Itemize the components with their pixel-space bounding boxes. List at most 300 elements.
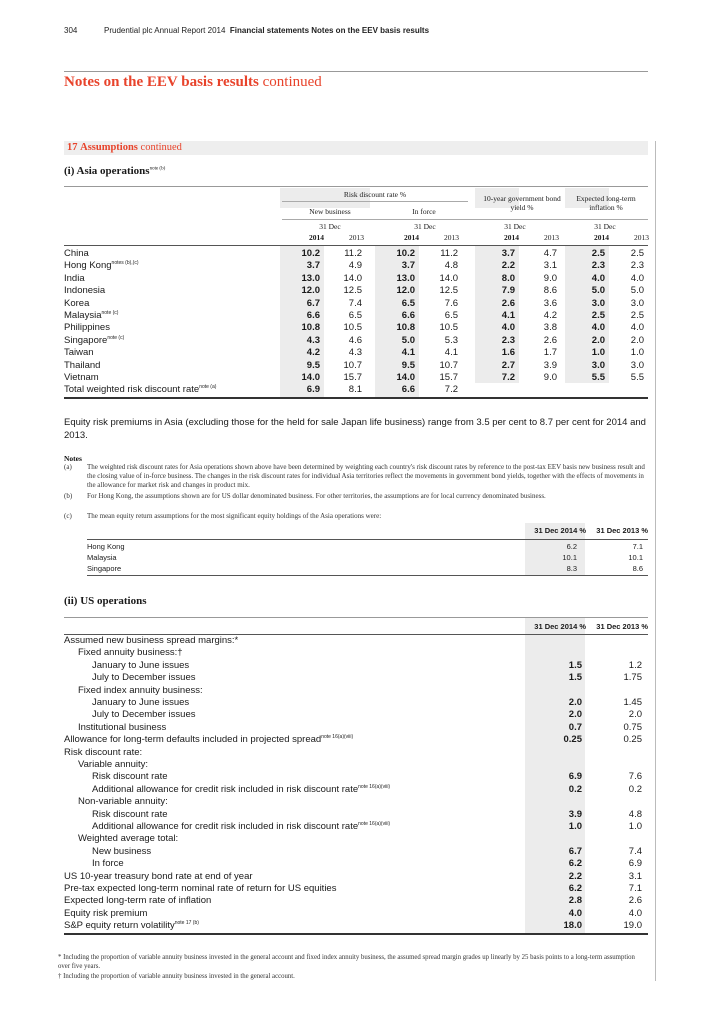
asia-row-label bbox=[64, 322, 110, 334]
equity-2014-value: 8.3 bbox=[566, 564, 577, 573]
year-col-header: 2014 bbox=[404, 233, 419, 242]
asia-cell-value: 2.7 bbox=[501, 359, 515, 371]
asia-cell-value: 4.9 bbox=[348, 260, 362, 272]
side-rule bbox=[655, 141, 656, 981]
asia-table-row bbox=[64, 260, 648, 272]
asia-country-name: Malaysia bbox=[64, 310, 102, 321]
eq-table-head-2014: 31 Dec 2014 % bbox=[534, 526, 586, 535]
us-row-label bbox=[92, 809, 168, 821]
us-table-row bbox=[64, 685, 648, 697]
us-heading: (ii) US operations bbox=[64, 595, 147, 607]
year-col-header: 2013 bbox=[634, 233, 649, 242]
us-table-row bbox=[64, 784, 648, 796]
asia-cell-value: 2.5 bbox=[591, 248, 605, 259]
us-2014-value: 2.0 bbox=[568, 709, 582, 721]
equity-premium-paragraph: Equity risk premiums in Asia (excluding those for the held for sale Japan life business) range from 3.5 per cent to 8.7 per cent for 2014 and 2013. bbox=[64, 417, 646, 441]
asia-cell-value: 3.7 bbox=[401, 260, 415, 272]
asia-cell-value: 6.7 bbox=[306, 297, 320, 309]
asia-row-label bbox=[64, 298, 89, 310]
asia-cell-value: 7.9 bbox=[501, 285, 515, 297]
us-2013-value: 7.6 bbox=[628, 771, 642, 783]
asia-cell-value: 4.1 bbox=[501, 310, 515, 321]
asia-country-name: Singapore bbox=[64, 334, 108, 346]
us-2014-value: 2.8 bbox=[568, 895, 582, 907]
asia-cell-value: 5.5 bbox=[591, 372, 605, 383]
asia-cell-value: 6.5 bbox=[401, 297, 415, 309]
us-table-row bbox=[64, 722, 648, 734]
section-suffix: continued bbox=[137, 142, 182, 153]
us-row-label bbox=[78, 759, 148, 771]
us-2014-value: 6.2 bbox=[568, 883, 582, 894]
asia-table-row bbox=[64, 248, 648, 260]
equity-return-row bbox=[87, 563, 648, 574]
dec-label-4: 31 Dec bbox=[594, 222, 616, 231]
us-2013-value: 7.1 bbox=[628, 883, 642, 894]
equity-2014-value: 6.2 bbox=[566, 542, 577, 551]
us-row-label-text: Fixed index annuity business: bbox=[78, 684, 203, 696]
us-row-label bbox=[92, 660, 189, 672]
asia-cell-value: 4.2 bbox=[543, 310, 557, 321]
asia-cell-value: 12.0 bbox=[301, 285, 320, 297]
asia-cell-value: 10.2 bbox=[396, 248, 415, 259]
section-number: 17 bbox=[67, 142, 78, 153]
us-2014-value: 6.7 bbox=[568, 845, 582, 857]
asia-cell-value: 14.0 bbox=[301, 372, 320, 383]
us-table-row bbox=[64, 908, 648, 920]
us-row-label-text: January to June issues bbox=[92, 697, 190, 708]
asia-cell-value: 14.0 bbox=[439, 272, 458, 284]
asia-header-bottom-rule bbox=[64, 245, 648, 246]
us-row-label-text: Institutional business bbox=[78, 721, 167, 733]
asia-cell-value: 2.3 bbox=[501, 334, 515, 346]
us-row-label-text: Risk discount rate bbox=[92, 808, 168, 820]
asia-row-label bbox=[64, 310, 118, 322]
eq-table-head-rule bbox=[87, 539, 648, 540]
running-header bbox=[64, 26, 429, 35]
header-section: Financial statements Notes on the EEV basis results bbox=[229, 26, 430, 35]
eq-table-bottom-rule bbox=[87, 575, 648, 576]
us-row-label bbox=[64, 883, 336, 895]
us-table-row bbox=[64, 821, 648, 833]
asia-row-label bbox=[64, 372, 99, 384]
us-row-label-text: Risk discount rate: bbox=[64, 746, 143, 758]
us-row-label-text: Additional allowance for credit risk included in risk discount rate bbox=[92, 783, 359, 795]
asia-row-note: note (c) bbox=[101, 309, 119, 316]
us-2013-value: 7.4 bbox=[628, 845, 642, 857]
asia-cell-value: 4.0 bbox=[630, 272, 644, 284]
us-row-label bbox=[64, 895, 211, 907]
us-2014-value: 3.9 bbox=[568, 808, 582, 820]
asia-cell-value: 4.1 bbox=[401, 347, 415, 359]
asia-cell-value: 9.0 bbox=[543, 372, 557, 383]
us-row-label-text: Variable annuity: bbox=[78, 759, 149, 770]
asia-table-top-rule bbox=[64, 186, 648, 187]
us-table-row bbox=[64, 647, 648, 659]
asia-cell-value: 3.7 bbox=[306, 260, 320, 272]
asia-cell-value: 6.6 bbox=[401, 310, 415, 321]
us-row-label bbox=[64, 635, 238, 647]
us-table-row bbox=[64, 635, 648, 647]
asia-cell-value: 2.2 bbox=[501, 260, 515, 272]
equity-market-label: Singapore bbox=[87, 564, 122, 573]
asia-cell-value: 4.1 bbox=[444, 347, 458, 359]
asia-row-note: note (c) bbox=[107, 334, 125, 341]
us-row-label bbox=[78, 722, 166, 734]
year-col-header: 2014 bbox=[309, 233, 324, 242]
us-2014-value: 0.25 bbox=[563, 734, 582, 746]
asia-cell-value: 11.2 bbox=[440, 248, 458, 259]
asia-cell-value: 4.3 bbox=[306, 334, 320, 346]
asia-cell-value: 4.0 bbox=[591, 272, 605, 284]
asia-cell-value: 6.6 bbox=[306, 310, 320, 321]
asia-country-name: Hong Kong bbox=[64, 260, 112, 272]
us-2014-value: 0.7 bbox=[568, 721, 582, 733]
asia-cell-value: 14.0 bbox=[343, 272, 362, 284]
equity-2013-value: 7.1 bbox=[632, 542, 643, 551]
dec-label-1: 31 Dec bbox=[319, 222, 341, 231]
asia-cell-value: 6.9 bbox=[306, 384, 320, 396]
us-row-label bbox=[92, 821, 390, 833]
asia-cell-value: 2.5 bbox=[591, 310, 605, 321]
us-row-label bbox=[92, 784, 390, 796]
us-row-label bbox=[78, 647, 183, 659]
us-2013-value: 6.9 bbox=[628, 858, 642, 870]
asia-cell-value: 4.0 bbox=[591, 322, 605, 334]
page-number: 304 bbox=[64, 26, 78, 35]
asia-row-note: notes (b),(c) bbox=[111, 260, 139, 267]
asia-cell-value: 4.0 bbox=[501, 322, 515, 334]
us-row-label-text: July to December issues bbox=[92, 672, 196, 684]
eq-table-head-2013: 31 Dec 2013 % bbox=[596, 526, 648, 535]
asia-cell-value: 3.6 bbox=[543, 297, 557, 309]
asia-row-label bbox=[64, 360, 100, 372]
asia-country-name: Vietnam bbox=[64, 372, 99, 383]
us-2014-value: 1.5 bbox=[568, 659, 582, 671]
us-row-label bbox=[78, 685, 203, 697]
us-row-label bbox=[78, 796, 168, 808]
us-table-bottom-rule bbox=[64, 933, 648, 935]
us-row-label-text: Equity risk premium bbox=[64, 907, 148, 919]
asia-cell-value: 10.5 bbox=[343, 322, 362, 334]
asia-cell-value: 2.5 bbox=[630, 248, 644, 259]
us-table-row bbox=[64, 809, 648, 821]
us-2014-value: 1.0 bbox=[568, 821, 582, 832]
asia-country-name: Taiwan bbox=[64, 347, 94, 359]
us-head-2014: 31 Dec 2014 % bbox=[534, 622, 586, 631]
us-2014-value: 6.9 bbox=[568, 771, 582, 783]
us-row-label bbox=[64, 920, 199, 932]
asia-cell-value: 2.6 bbox=[543, 334, 557, 346]
asia-cell-value: 9.0 bbox=[543, 272, 557, 284]
us-row-label-text: New business bbox=[92, 845, 152, 857]
us-row-label bbox=[78, 833, 178, 845]
asia-table-bottom-rule bbox=[64, 397, 648, 399]
us-row-label bbox=[92, 858, 124, 870]
asia-cell-value: 10.8 bbox=[301, 322, 320, 334]
asia-cell-value: 7.2 bbox=[501, 372, 515, 383]
us-2013-value: 19.0 bbox=[623, 920, 642, 932]
us-2014-value: 2.2 bbox=[568, 870, 582, 882]
asia-cell-value: 15.7 bbox=[439, 372, 458, 383]
asia-cell-value: 3.1 bbox=[543, 260, 557, 272]
asia-cell-value: 13.0 bbox=[396, 272, 415, 284]
us-table-row bbox=[64, 660, 648, 672]
asia-country-name: India bbox=[64, 272, 85, 284]
asia-cell-value: 3.0 bbox=[630, 359, 644, 371]
asia-row-label bbox=[64, 285, 105, 297]
us-2013-value: 1.75 bbox=[623, 672, 642, 684]
asia-cell-value: 5.0 bbox=[630, 285, 644, 297]
asia-table-row bbox=[64, 285, 648, 297]
us-2013-value: 0.75 bbox=[623, 721, 642, 733]
asia-cell-value: 4.0 bbox=[630, 322, 644, 334]
asia-cell-value: 3.0 bbox=[630, 297, 644, 309]
us-row-label-text: Risk discount rate bbox=[92, 771, 168, 783]
asia-cell-value: 1.0 bbox=[591, 347, 605, 359]
asia-cell-value: 6.5 bbox=[348, 310, 362, 321]
asia-table-row bbox=[64, 273, 648, 285]
asia-cell-value: 10.2 bbox=[301, 248, 320, 259]
us-row-label-text: Fixed annuity business:† bbox=[78, 647, 183, 659]
col-new-business: New business bbox=[309, 207, 351, 216]
asia-cell-value: 2.3 bbox=[630, 260, 644, 272]
equity-return-row bbox=[87, 541, 648, 552]
col-group-risk-discount: Risk discount rate % bbox=[343, 190, 407, 199]
asia-cell-value: 1.6 bbox=[501, 347, 515, 359]
asia-cell-value: 12.0 bbox=[396, 285, 415, 297]
asia-cell-value: 3.7 bbox=[501, 248, 515, 259]
asia-table-row bbox=[64, 360, 648, 372]
us-2013-value: 3.1 bbox=[628, 870, 642, 882]
asia-country-name: Thailand bbox=[64, 359, 101, 371]
asia-cell-value: 5.0 bbox=[591, 285, 605, 297]
section-heading bbox=[64, 141, 648, 155]
us-row-label bbox=[92, 697, 189, 709]
asia-cell-value: 1.0 bbox=[630, 347, 644, 359]
asia-cell-value: 4.8 bbox=[444, 260, 458, 272]
asia-cell-value: 7.6 bbox=[444, 297, 458, 309]
us-2013-value: 1.0 bbox=[628, 821, 642, 832]
risk-group-rule bbox=[282, 201, 468, 202]
asia-cell-value: 10.8 bbox=[396, 322, 415, 334]
asia-cell-value: 10.7 bbox=[439, 359, 458, 371]
asia-cell-value: 2.0 bbox=[591, 334, 605, 346]
asia-row-label bbox=[64, 260, 139, 272]
asia-cell-value: 2.5 bbox=[630, 310, 644, 321]
asia-row-note: note (a) bbox=[199, 384, 217, 391]
us-2013-value: 0.25 bbox=[623, 734, 642, 746]
us-2014-value: 0.2 bbox=[568, 783, 582, 795]
us-table-row bbox=[64, 759, 648, 771]
asia-cell-value: 14.0 bbox=[396, 372, 415, 383]
asia-row-label bbox=[64, 248, 89, 260]
us-table-row bbox=[64, 871, 648, 883]
us-2013-value: 4.8 bbox=[628, 808, 642, 820]
note-marker: (c) bbox=[64, 512, 72, 520]
asia-cell-value: 7.2 bbox=[444, 384, 458, 396]
asia-cell-value: 15.7 bbox=[343, 372, 362, 383]
asia-cell-value: 7.4 bbox=[348, 297, 362, 309]
asia-cell-value: 12.5 bbox=[343, 285, 362, 297]
us-row-label-text: Weighted average total: bbox=[78, 833, 179, 845]
asia-cell-value: 5.5 bbox=[630, 372, 644, 383]
us-row-note: note 16(a)(viii) bbox=[358, 783, 391, 790]
us-2014-value: 1.5 bbox=[568, 672, 582, 684]
asia-row-label bbox=[64, 335, 124, 347]
us-table-row bbox=[64, 895, 648, 907]
asia-cell-value: 8.0 bbox=[501, 272, 515, 284]
us-2013-value: 4.0 bbox=[628, 907, 642, 919]
asia-cell-value: 6.6 bbox=[401, 384, 415, 396]
asia-cell-value: 12.5 bbox=[439, 285, 458, 297]
us-row-label-text: July to December issues bbox=[92, 709, 196, 721]
asia-cell-value: 4.7 bbox=[543, 248, 557, 259]
year-col-header: 2013 bbox=[444, 233, 459, 242]
asia-cell-value: 11.2 bbox=[344, 248, 362, 259]
equity-market-label: Hong Kong bbox=[87, 542, 125, 551]
us-2014-value: 18.0 bbox=[563, 920, 582, 932]
us-row-label-text: Pre-tax expected long-term nominal rate of return for US equities bbox=[64, 883, 337, 894]
us-2014-value: 4.0 bbox=[568, 907, 582, 919]
us-table-row bbox=[64, 771, 648, 783]
us-table-row bbox=[64, 846, 648, 858]
asia-cell-value: 9.5 bbox=[401, 359, 415, 371]
us-row-note: note 16(a)(viii) bbox=[321, 734, 354, 741]
col-group-bond-yield: 10-year government bond yield % bbox=[483, 194, 561, 212]
us-2013-value: 0.2 bbox=[628, 783, 642, 795]
us-row-label-text: Additional allowance for credit risk included in risk discount rate bbox=[92, 821, 359, 832]
us-row-note: note 16(a)(viii) bbox=[358, 820, 391, 827]
asia-cell-value: 10.5 bbox=[439, 322, 458, 334]
us-row-label bbox=[92, 771, 168, 783]
us-row-label-text: Allowance for long-term defaults included in projected spread bbox=[64, 734, 322, 746]
asia-country-name: China bbox=[64, 248, 89, 259]
asia-table-row bbox=[64, 347, 648, 359]
asia-cell-value: 10.7 bbox=[343, 359, 362, 371]
asia-cell-value: 2.3 bbox=[591, 260, 605, 272]
section-name: Assumptions bbox=[80, 142, 138, 153]
asia-cell-value: 13.0 bbox=[301, 272, 320, 284]
asia-table-row bbox=[64, 322, 648, 334]
us-table-row bbox=[64, 833, 648, 845]
equity-2013-value: 10.1 bbox=[628, 553, 643, 562]
us-table-row bbox=[64, 709, 648, 721]
us-row-note: note 17 (b) bbox=[174, 920, 199, 927]
us-table-row bbox=[64, 734, 648, 746]
year-col-header: 2013 bbox=[544, 233, 559, 242]
col-in-force: In force bbox=[412, 207, 436, 216]
asia-cell-value: 3.0 bbox=[591, 359, 605, 371]
asia-sub-rule bbox=[282, 219, 648, 220]
asia-row-label bbox=[64, 384, 216, 396]
us-table-row bbox=[64, 920, 648, 932]
asia-cell-value: 4.6 bbox=[348, 334, 362, 346]
asia-heading bbox=[64, 165, 165, 177]
title-rule bbox=[64, 71, 648, 72]
publication-name: Prudential plc Annual Report 2014 bbox=[104, 26, 226, 35]
asia-cell-value: 1.7 bbox=[543, 347, 557, 359]
asia-table-row bbox=[64, 298, 648, 310]
us-row-label bbox=[92, 846, 151, 858]
asia-cell-value: 5.0 bbox=[401, 334, 415, 346]
asia-cell-value: 3.9 bbox=[543, 359, 557, 371]
us-table-row bbox=[64, 747, 648, 759]
equity-return-row bbox=[87, 552, 648, 563]
us-row-label bbox=[92, 672, 195, 684]
dec-label-2: 31 Dec bbox=[414, 222, 436, 231]
us-2013-value: 1.45 bbox=[623, 697, 642, 708]
asia-cell-value: 9.5 bbox=[306, 359, 320, 371]
year-col-header: 2014 bbox=[594, 233, 609, 242]
asia-cell-value: 3.0 bbox=[591, 297, 605, 309]
year-col-header: 2014 bbox=[504, 233, 519, 242]
us-row-label-text: Expected long-term rate of inflation bbox=[64, 895, 212, 907]
us-row-label bbox=[64, 747, 142, 759]
asia-cell-value: 5.3 bbox=[444, 334, 458, 346]
equity-2014-value: 10.1 bbox=[562, 553, 577, 562]
note-marker: (b) bbox=[64, 492, 73, 500]
dec-label-3: 31 Dec bbox=[504, 222, 526, 231]
asia-table-row bbox=[64, 372, 648, 384]
asia-heading-note: note (b) bbox=[149, 166, 166, 172]
asia-table-row bbox=[64, 310, 648, 322]
us-table-row bbox=[64, 697, 648, 709]
us-table-row bbox=[64, 796, 648, 808]
page-title bbox=[64, 74, 322, 91]
us-row-label bbox=[64, 871, 253, 883]
us-2013-value: 2.6 bbox=[628, 895, 642, 907]
notes-heading: Notes bbox=[64, 454, 82, 463]
asia-row-label bbox=[64, 347, 94, 359]
asia-cell-value: 4.2 bbox=[306, 347, 320, 359]
asia-cell-value: 4.3 bbox=[348, 347, 362, 359]
us-2014-value: 6.2 bbox=[568, 858, 582, 870]
us-2013-value: 2.0 bbox=[628, 709, 642, 721]
asia-cell-value: 8.6 bbox=[543, 285, 557, 297]
asia-cell-value: 3.8 bbox=[543, 322, 557, 334]
us-row-label bbox=[92, 709, 195, 721]
asia-table-row bbox=[64, 384, 648, 396]
asia-country-name: Korea bbox=[64, 297, 90, 309]
us-row-label-text: S&P equity return volatility bbox=[64, 920, 175, 932]
us-footnote-1: * Including the proportion of variable annuity business invested in the general account and fixed index annuity business, the assumed spread margin grades up linearly by 25 basis points to a long-term assumption over five years. bbox=[58, 954, 635, 970]
asia-table-row bbox=[64, 335, 648, 347]
us-row-label bbox=[64, 908, 147, 920]
asia-row-label bbox=[64, 273, 85, 285]
us-row-label-text: Non-variable annuity: bbox=[78, 796, 168, 808]
asia-cell-value: 2.0 bbox=[630, 334, 644, 346]
us-footnote-2: † Including the proportion of variable annuity business invested in the general account. bbox=[58, 973, 295, 980]
us-table-row bbox=[64, 858, 648, 870]
note-marker: (a) bbox=[64, 463, 72, 471]
asia-heading-text: (i) Asia operations bbox=[64, 165, 150, 177]
asia-cell-value: 2.6 bbox=[501, 297, 515, 309]
note-text: For Hong Kong, the assumptions shown are for US dollar denominated business. For other territories, the assumptions are for local currency denominated business. bbox=[87, 492, 546, 500]
equity-market-label: Malaysia bbox=[87, 553, 117, 562]
asia-cell-value: 8.1 bbox=[348, 384, 362, 396]
asia-cell-value: 6.5 bbox=[444, 310, 458, 321]
us-2014-value: 2.0 bbox=[568, 697, 582, 708]
us-table-row bbox=[64, 883, 648, 895]
us-row-label-text: January to June issues bbox=[92, 659, 190, 671]
us-table-row bbox=[64, 672, 648, 684]
note-text: The weighted risk discount rates for Asia operations shown above have been determined by weighting each country's risk discount rates by reference to the post-tax EEV basis new business result and the closing value of in-force business. The changes in the risk discount rates for individual Asia territories reflect the movements in government bond yields, together with the effects of movements in the allowance for market risk and changes in product mix. bbox=[87, 463, 645, 489]
page-title-suffix: continued bbox=[258, 74, 322, 90]
us-row-label-text: In force bbox=[92, 858, 124, 870]
col-group-inflation: Expected long-term inflation % bbox=[576, 194, 636, 212]
asia-country-name: Indonesia bbox=[64, 285, 106, 297]
asia-country-name: Total weighted risk discount rate bbox=[64, 384, 200, 396]
